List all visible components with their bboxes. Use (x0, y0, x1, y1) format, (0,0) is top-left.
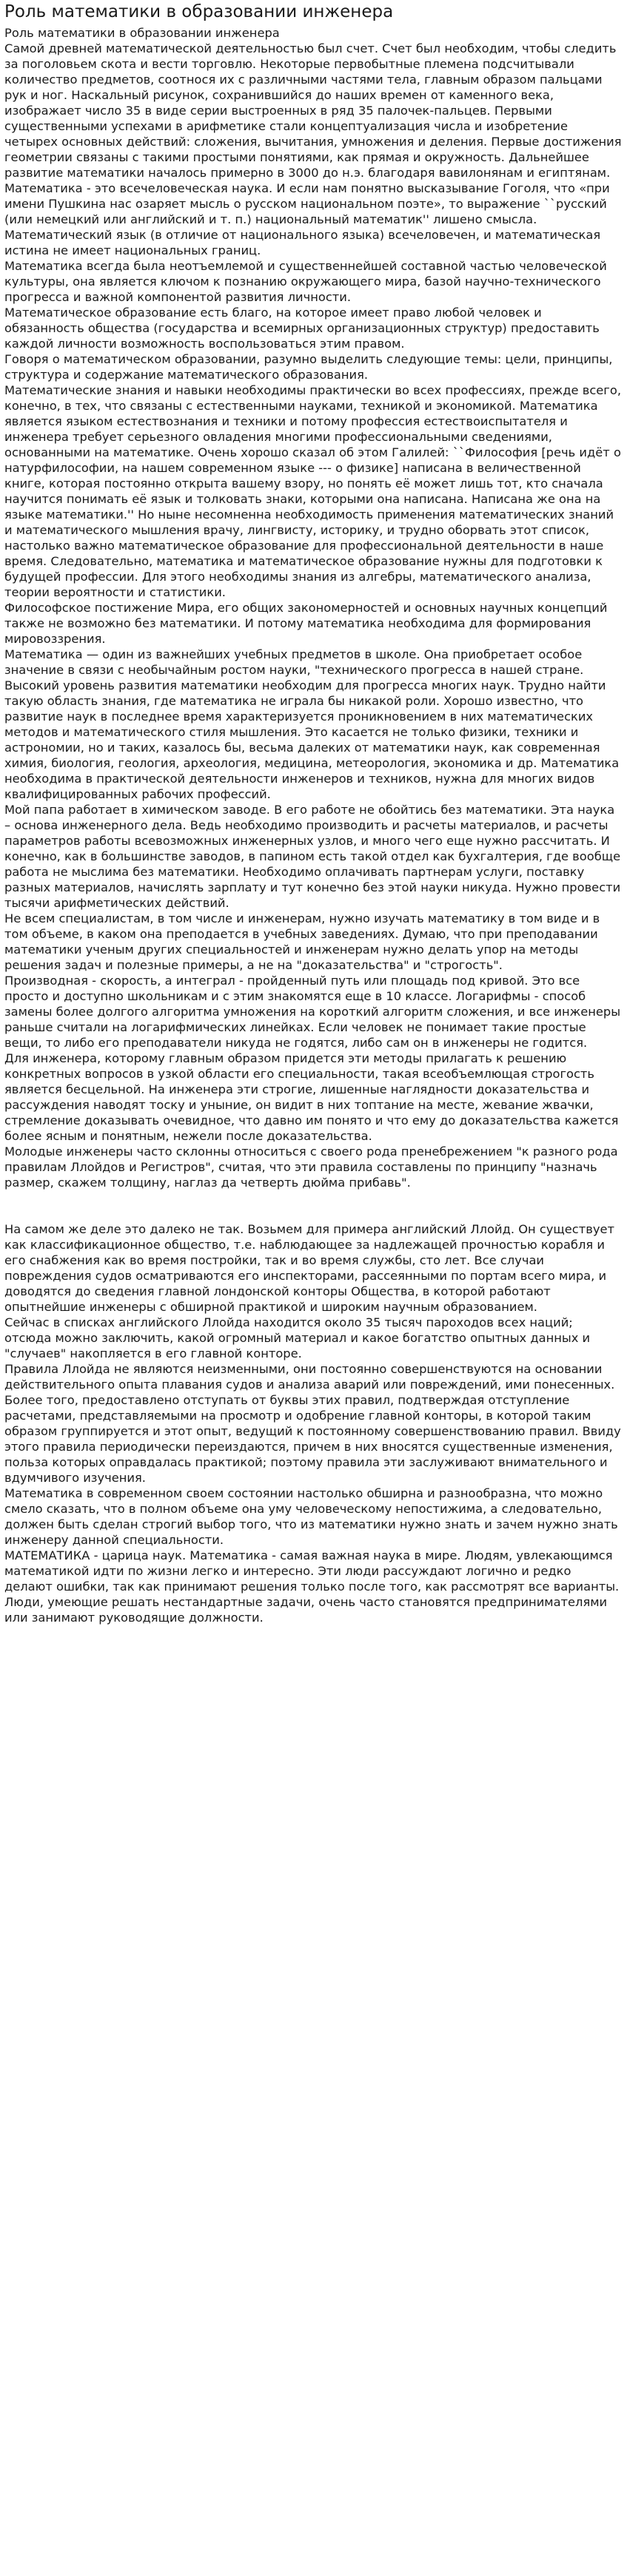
blank-line (4, 1206, 623, 1221)
paragraph: Математика в современном своем состоянии настолько обширна и разнообразна, что можно смело сказать, что в полном объеме она уму человеческому непостижима, а следовательно, должен быть сделан строгий выбор того, что из математики нужно знать и зачем нужно знать инженеру данной специальности. (4, 1486, 618, 1547)
page-title: Роль математики в образовании инженера (4, 2, 394, 21)
article-body (4, 41, 623, 1625)
paragraph: Мой папа работает в химическом заводе. В его работе не обойтись без математики. Эта наука – основа инженерного дела. Ведь необходимо производить и расчеты материалов, и расчеты параметров работы всевозможных инженерных узлов, и много чего еще нужно рассчитать. И конечно, как в большинстве заводов, в папином есть такой отдел как бухгалтерия, где вообще работа не мыслима без математики. Необходимо оплачивать партнерам услуги, поставку разных материалов, начислять зарплату и тут конечно без этой науки никуда. Нужно провести тысячи арифметических действий. (4, 803, 621, 910)
paragraph: Математика - это всечеловеческая наука. И если нам понятно высказывание Гоголя, что «при имени Пушкина нас озаряет мысль о русском национальном поэте», то выражение ``русский (или немецкий или английский и т. п.) национальный математик'' лишено смысла. Математический язык (в отличие от национального языка) всечеловечен, и математическая истина не имеет национальных границ. (4, 181, 610, 257)
paragraph: Математическое образование есть благо, на которое имеет право любой человек и обязанность общества (государства и всемирных организационных структур) предоставить каждой личности возможность воспользоваться этим правом. (4, 306, 600, 351)
paragraph: Самой древней математической деятельностью был счет. Счет был необходим, чтобы следить за поголовьем скота и вести торговлю. Некоторые первобытные племена подсчитывали количество предметов, соотнося их с различными частями тела, главным образом пальцами рук и ног. Наскальный рисунок, сохранившийся до наших времен от каменного века, изображает число 35 в виде серии выстроенных в ряд 35 палочек-пальцев. Первыми существенными успехами в арифметике стали концептуализация числа и изобретение четырех основных действий: сложения, вычитания, умножения и деления. Первые достижения геометрии связаны с такими простыми понятиями, как прямая и окружность. Дальнейшее развитие математики началось примерно в 3000 до н.э. благодаря вавилонянам и египтянам. (4, 41, 622, 180)
paragraph: Молодые инженеры часто склонны относиться с своего рода пренебрежением "к разного рода правилам Ллойдов и Регистров", считая, что эти правила составлены по принципу "назначь размер, скажем толщину, наглаз да четверть дюйма прибавь". (4, 1144, 618, 1190)
blank-line (4, 1190, 623, 1206)
paragraph: Говоря о математическом образовании, разумно выделить следующие темы: цели, принципы, структура и содержание математического образования. (4, 352, 613, 382)
paragraph: Для инженера, которому главным образом придется эти методы прилагать к решению конкретных вопросов в узкой области его специальности, такая всеобъемлющая строгость является бесцельной. На инженера эти строгие, лишенные наглядности доказательства и рассуждения наводят тоску и уныние, он видит в них топтание на месте, жевание жвачки, стремление доказывать очевидное, что давно им понято и что ему до доказательства кажется более ясным и понятным, нежели после доказательства. (4, 1051, 619, 1143)
paragraph: Производная - скорость, а интеграл - пройденный путь или площадь под кривой. Это все просто и доступно школьникам и с этим знакомятся еще в 10 классе. Логарифмы - способ замены более долгого алгоритма умножения на короткий алгоритм сложения, и все инженеры раньше считали на логарифмических линейках. Если человек не понимает такие простые вещи, то либо его преподаватели никуда не годятся, либо сам он в инженеры не годится. (4, 974, 621, 1050)
paragraph: Математика всегда была неотъемлемой и существеннейшей составной частью человеческой культуры, она является ключом к познанию окружающего мира, базой научно-технического прогресса и важной компонентой развития личности. (4, 259, 607, 304)
paragraph: Высокий уровень развития математики необходим для прогресса многих наук. Трудно найти такую область знания, где математика не играла бы никакой роли. Хорошо известно, что развитие наук в последнее время характеризуется проникновением в них математических методов и математического стиля мышления. Это касается не только физики, техники и астрономии, но и таких, казалось бы, весьма далеких от математики наук, как современная химия, биология, геология, археология, медицина, метеорология, экономика и др. Математика необходима в практической деятельности инженеров и техников, нужна для многих видов квалифицированных рабочих профессий. (4, 678, 620, 801)
paragraph: Правила Ллойда не являются неизменными, они постоянно совершенствуются на основании действительного опыта плавания судов и анализа аварий или повреждений, ими понесенных. Более того, предоставлено отступать от буквы этих правил, подтверждая отступление расчетами, представляемыми на просмотр и одобрение главной конторы, в которой таким образом группируется и этот опыт, ведущий к постоянному совершенствованию правил. Ввиду этого правила периодически переиздаются, причем в них вносятся существенные изменения, польза которых оправдалась практикой; поэтому правила эти заслуживают внимательного и вдумчивого изучения. (4, 1362, 621, 1485)
paragraph: Математические знания и навыки необходимы практически во всех профессиях, прежде всего, конечно, в тех, что связаны с естественными науками, техникой и экономикой. Математика является языком естествознания и техники и потому профессия естествоиспытателя и инженера требует серьезного овладения многими профессиональными сведениями, основанными на математике. Очень хорошо сказал об этом Галилей: ``Философия [речь идёт о натурфилософии, на нашем современном языке --- о физике] написана в величественной книге, которая постоянно открыта вашему взору, но понять её может лишь тот, кто сначала научится понимать её язык и толковать знаки, которыми она написана. Написана же она на языке математики.'' Но ныне несомненна необходимость применения математических знаний и математического мышления врачу, лингвисту, историку, и трудно оборвать этот список, настолько важно математическое образование для профессиональной деятельности в наше время. Следовательно, математика и математическое образование нужны для подготовки к будущей профессии. Для этого необходимы знания из алгебры, математического анализа, теории вероятности и статистики. (4, 383, 621, 599)
paragraph: На самом же деле это далеко не так. Возьмем для примера английский Ллойд. Он существует как классификационное общество, т.е. наблюдающее за надлежащей прочностью корабля и его снабжения как во время постройки, так и во время службы, сто лет. Все случаи повреждения судов осматриваются его инспекторами, рассеянными по портам всего мира, и доводятся до сведения главной лондонской конторы Общества, в которой работают опытнейшие инженеры с обширной практикой и широким научным образованием. (4, 1222, 614, 1314)
paragraph: Сейчас в списках английского Ллойда находится около 35 тысяч пароходов всех наций; отсюда можно заключить, какой огромный материал и какое богатство опытных данных и "случаев" накопляется в его главной конторе. (4, 1315, 591, 1361)
paragraph: Не всем специалистам, в том числе и инженерам, нужно изучать математику в том виде и в том объеме, в каком она преподается в учебных заведениях. Думаю, что при преподавании математики ученым других специальностей и инженерам нужно делать упор на методы решения задач и полезные примеры, а не на "доказательства" и "строгость". (4, 911, 600, 972)
article-subtitle: Роль математики в образовании инженера (4, 26, 280, 40)
paragraph: МАТЕМАТИКА - царица наук. Математика - самая важная наука в мире. Людям, увлекающимся математикой идти по жизни легко и интересно. Эти люди рассуждают логично и редко делают ошибки, так как принимают решения только после того, как рассмотрят все варианты. Люди, умеющие решать нестандартные задачи, очень часто становятся предпринимателями или занимают руководящие должности. (4, 1548, 620, 1625)
paragraph: Философское постижение Мира, его общих закономерностей и основных научных концепций также не возможно без математики. И потому математика необходима для формирования мировоззрения. (4, 601, 608, 646)
paragraph: Математика — один из важнейших учебных предметов в школе. Она приобретает особое значение в связи с необычайным ростом науки, "технического прогресса в нашей стране. (4, 647, 584, 677)
